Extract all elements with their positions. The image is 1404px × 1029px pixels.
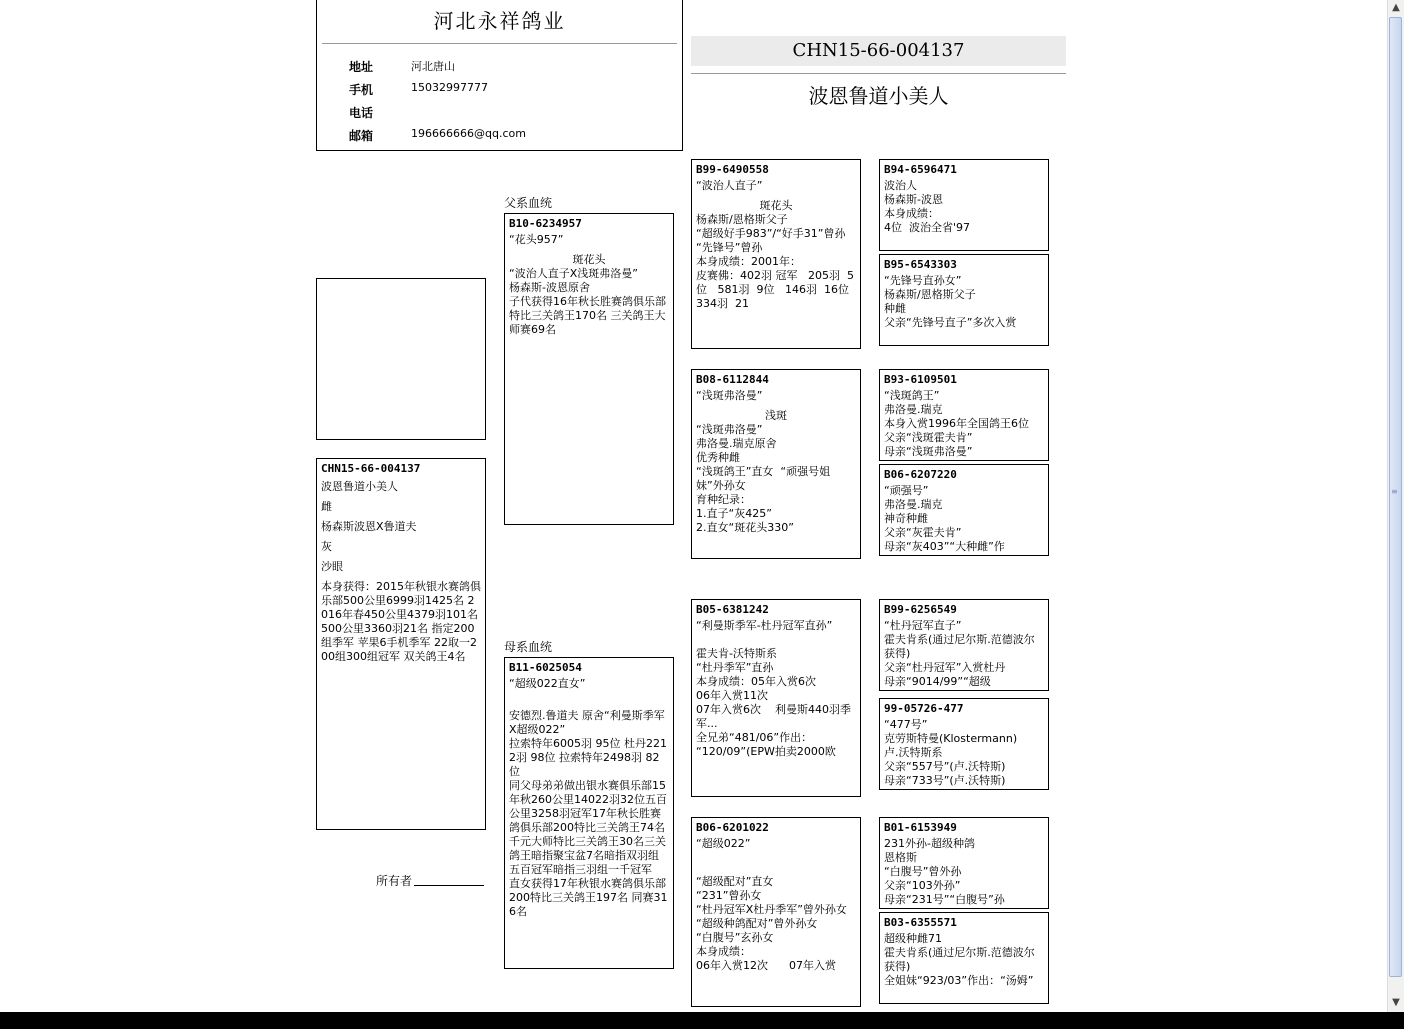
dam-nickname: “超级022直女” xyxy=(509,677,586,690)
great-grandparent-card xyxy=(879,599,1049,691)
pedigree-header-divider xyxy=(691,73,1066,74)
owner-signature-line xyxy=(414,885,484,886)
sire-line-label: 父系血统 xyxy=(504,196,553,210)
farm-email-row xyxy=(349,127,669,147)
great-grandparent-detail: 杨森斯-波恩 xyxy=(884,193,943,206)
great-grandparent-detail: 父亲“103外孙” xyxy=(884,879,961,892)
great-grandparent-detail: 231外孙-超级种鸽 xyxy=(884,837,975,850)
dam-detail: 直女获得17年秋银水赛鸽俱乐部200特比三关鸽王197名 同赛316名 xyxy=(509,877,668,918)
great-grandparent-detail: “白腹号”曾外孙 xyxy=(884,865,962,878)
great-grandparent-detail: 母亲“9014/99”“超级 xyxy=(884,675,991,688)
subject-strain: 杨森斯波恩X鲁道夫 xyxy=(321,520,417,533)
bird-photo-frame xyxy=(316,278,486,440)
dam-ring: B11-6025054 xyxy=(509,661,582,674)
grandparent-detail: 育种纪录： xyxy=(696,493,751,506)
great-grandparent-card xyxy=(879,464,1049,556)
grandparent-detail: 本身成绩： xyxy=(696,945,751,958)
great-grandparent-detail: 母亲“灰403”“大种雌”作 xyxy=(884,540,1005,553)
grandparent-detail: 优秀种雌 xyxy=(696,451,740,464)
grandparent-detail: “杜丹冠军X杜丹季军”曾外孙女 xyxy=(696,903,847,916)
great-grandparent-detail: 本身成绩： xyxy=(884,207,939,220)
great-grandparent-ring: B95-6543303 xyxy=(884,258,957,271)
sire-color: 斑花头 xyxy=(572,253,606,266)
grandparent-detail: “先锋号”曾孙 xyxy=(696,241,763,254)
grandparent-card xyxy=(691,599,861,797)
great-grandparent-detail: 恩格斯 xyxy=(884,851,917,864)
great-grandparent-detail: 母亲“733号”(卢.沃特斯) xyxy=(884,774,1006,787)
great-grandparent-card xyxy=(879,912,1049,1004)
great-grandparent-card xyxy=(879,159,1049,251)
dam-detail: 拉索特年6005羽 95位 杜丹2212羽 98位 拉索特年2498羽 82位 xyxy=(509,737,667,778)
great-grandparent-card xyxy=(879,254,1049,346)
great-grandparent-ring: B93-6109501 xyxy=(884,373,957,386)
scroll-up-arrow-icon[interactable]: ▲ xyxy=(1392,2,1400,13)
great-grandparent-detail: 杨森斯/恩格斯父子 xyxy=(884,288,976,301)
mobile-value: 15032997777 xyxy=(411,81,488,94)
great-grandparent-detail: 波治人 xyxy=(884,179,917,192)
grandparent-detail: “白腹号”玄孙女 xyxy=(696,931,774,944)
great-grandparent-detail: 克劳斯特曼(Klostermann) xyxy=(884,732,1018,745)
grandparent-detail: 本身成绩：05年入赏6次 xyxy=(696,675,816,688)
pedigree-bird-name: 波恩鲁道小美人 xyxy=(808,84,949,108)
great-grandparent-detail: 父亲“杜丹冠军”入赏杜丹 xyxy=(884,661,1006,674)
grandparent-nickname: “浅斑弗洛曼” xyxy=(696,389,763,402)
phone-label: 电话 xyxy=(349,106,374,120)
grandparent-color xyxy=(696,851,856,875)
email-label: 邮箱 xyxy=(349,129,374,143)
grandparent-detail: 本身成绩：2001年： xyxy=(696,255,801,268)
farm-name: 河北永祥鸽业 xyxy=(433,9,566,33)
scroll-grip-icon: ≡ xyxy=(1391,487,1398,496)
farm-mobile-row xyxy=(349,81,669,101)
grandparent-detail: 霍夫肯-沃特斯系 xyxy=(696,647,777,660)
grandparent-nickname: “利曼斯季军-杜丹冠军直孙” xyxy=(696,619,833,632)
grandparent-ring: B08-6112844 xyxy=(696,373,769,386)
grandparent-detail: 杨森斯/恩格斯父子 xyxy=(696,213,788,226)
pedigree-ring-number: CHN15-66-004137 xyxy=(691,36,1066,66)
farm-address-row xyxy=(349,58,669,78)
sire-ring: B10-6234957 xyxy=(509,217,582,230)
grandparent-detail: 2.直女“斑花头330” xyxy=(696,521,794,534)
subject-color: 灰 xyxy=(321,540,332,553)
grandparent-detail: “超级好手983”/“好手31”曾孙 xyxy=(696,227,846,240)
grandparent-detail: “超级配对”直女 xyxy=(696,875,774,888)
farm-divider xyxy=(322,43,677,44)
grandparent-detail: “浅斑鸽王”直女 “顽强号姐妹”外孙女 xyxy=(696,465,831,492)
grandparent-card xyxy=(691,159,861,349)
farm-phone-row xyxy=(349,104,669,124)
grandparent-detail: 1.直子“灰425” xyxy=(696,507,772,520)
great-grandparent-detail: “477号” xyxy=(884,718,928,731)
sire-card xyxy=(504,213,674,525)
great-grandparent-detail: 母亲“231号”“白腹号”孙 xyxy=(884,893,1005,906)
grandparent-detail: “杜丹季军”直孙 xyxy=(696,661,774,674)
grandparent-detail: 皮赛佛：402羽 冠军 205羽 5位 581羽 9位 146羽 16位 334羽 21 xyxy=(696,269,860,310)
great-grandparent-detail: “杜丹冠军直子” xyxy=(884,619,962,632)
taskbar xyxy=(0,1012,1404,1029)
grandparent-detail: “231”曾孙女 xyxy=(696,889,762,902)
address-value: 河北唐山 xyxy=(411,60,455,73)
grandparent-detail: 07年入赏6次 利曼斯440羽季军... xyxy=(696,703,851,730)
grandparent-detail: 弗洛曼.瑞克原舍 xyxy=(696,437,777,450)
grandparent-detail: “超级种鸽配对”曾外孙女 xyxy=(696,917,818,930)
sire-detail: 杨森斯-波恩原舍 xyxy=(509,281,590,294)
grandparent-ring: B99-6490558 xyxy=(696,163,769,176)
dam-detail: 同父母弟弟做出银水赛俱乐部15年秋260公里14022羽32位五百公里3258羽冠军17年秋长胜赛鸽俱乐部200特比三关鸽王74名千元大师特比三关鸽王30名三关鸽王暗指聚宝盆7名暗指双羽组五百冠军暗指三羽组一千冠军 xyxy=(509,779,667,876)
subject-results: 本身获得：2015年秋银水赛鸽俱乐部500公里6999羽1425名 2016年春450公里4379羽101名 500公里3360羽21名 指定200组季军 苹果6手机季军 22取一200组300组冠军 双关鸽王4名 xyxy=(321,580,482,663)
subject-ring: CHN15-66-004137 xyxy=(321,462,421,475)
owner-label: 所有者 xyxy=(376,874,413,888)
great-grandparent-ring: B99-6256549 xyxy=(884,603,957,616)
grandparent-detail: 06年入赏11次 xyxy=(696,689,768,702)
great-grandparent-detail: 弗洛曼.瑞克 xyxy=(884,498,943,511)
great-grandparent-detail: 霍夫肯系(通过尼尔斯.范德波尔获得) xyxy=(884,946,1035,973)
grandparent-color xyxy=(696,633,856,647)
grandparent-detail: 06年入赏12次 07年入赏 xyxy=(696,959,836,972)
great-grandparent-detail: 父亲“浅斑霍夫肯” xyxy=(884,431,973,444)
great-grandparent-detail: 4位 波治全省'97 xyxy=(884,221,971,234)
great-grandparent-ring: 99-05726-477 xyxy=(884,702,964,715)
email-value: 196666666@qq.com xyxy=(411,127,526,140)
great-grandparent-detail: “浅斑鸽王” xyxy=(884,389,940,402)
sire-detail: “波治人直子X浅斑弗洛曼” xyxy=(509,267,638,280)
great-grandparent-detail: 母亲“浅斑弗洛曼” xyxy=(884,445,973,458)
great-grandparent-card xyxy=(879,369,1049,461)
great-grandparent-detail: “先锋号直孙女” xyxy=(884,274,962,287)
scroll-down-arrow-icon[interactable]: ▼ xyxy=(1392,997,1400,1008)
great-grandparent-detail: 神奇种雌 xyxy=(884,512,928,525)
subject-sex: 雌 xyxy=(321,500,332,513)
grandparent-card xyxy=(691,369,861,559)
great-grandparent-detail: 卢.沃特斯系 xyxy=(884,746,943,759)
great-grandparent-detail: 种雌 xyxy=(884,302,906,315)
great-grandparent-card xyxy=(879,817,1049,909)
grandparent-detail: “浅斑弗洛曼” xyxy=(696,423,763,436)
address-label: 地址 xyxy=(349,60,374,74)
mobile-label: 手机 xyxy=(349,83,374,97)
great-grandparent-ring: B06-6207220 xyxy=(884,468,957,481)
sire-detail: 子代获得16年秋长胜赛鸽俱乐部特比三关鸽王170名 三关鸽王大师赛69名 xyxy=(509,295,666,336)
subject-eye: 沙眼 xyxy=(321,560,343,573)
great-grandparent-detail: 父亲“灰霍夫肯” xyxy=(884,526,962,539)
great-grandparent-detail: 弗洛曼.瑞克 xyxy=(884,403,943,416)
grandparent-ring: B05-6381242 xyxy=(696,603,769,616)
subject-name: 波恩鲁道小美人 xyxy=(321,480,398,493)
dam-detail: 安德烈.鲁道夫 原舍“利曼斯季军X超级022” xyxy=(509,709,665,736)
sire-nickname: “花头957” xyxy=(509,233,564,246)
grandparent-nickname: “超级022” xyxy=(696,837,751,850)
grandparent-color: 浅斑 xyxy=(765,409,787,422)
great-grandparent-detail: “顽强号” xyxy=(884,484,929,497)
great-grandparent-detail: 霍夫肯系(通过尼尔斯.范德波尔获得) xyxy=(884,633,1035,660)
grandparent-nickname: “波治人直子” xyxy=(696,179,763,192)
subject-card xyxy=(316,458,486,830)
great-grandparent-detail: 父亲“先锋号直子”多次入赏 xyxy=(884,316,1017,329)
dam-detail xyxy=(509,691,669,705)
farm-info-box xyxy=(316,0,683,151)
grandparent-ring: B06-6201022 xyxy=(696,821,769,834)
dam-card xyxy=(504,657,674,969)
great-grandparent-ring: B94-6596471 xyxy=(884,163,957,176)
grandparent-detail: 全兄弟“481/06”作出： xyxy=(696,731,813,744)
great-grandparent-detail: 本身入赏1996年全国鸽王6位 xyxy=(884,417,1029,430)
great-grandparent-ring: B01-6153949 xyxy=(884,821,957,834)
great-grandparent-card xyxy=(879,698,1049,790)
dam-line-label: 母系血统 xyxy=(504,640,553,654)
great-grandparent-detail: 超级种雌71 xyxy=(884,932,942,945)
grandparent-detail: “120/09”(EPW拍卖2000欧 xyxy=(696,745,836,758)
grandparent-color: 斑花头 xyxy=(759,199,793,212)
great-grandparent-ring: B03-6355571 xyxy=(884,916,957,929)
grandparent-card xyxy=(691,817,861,1007)
great-grandparent-detail: 全姐妹“923/03”作出：“汤姆” xyxy=(884,974,1034,987)
great-grandparent-detail: 父亲“557号”(卢.沃特斯) xyxy=(884,760,1006,773)
